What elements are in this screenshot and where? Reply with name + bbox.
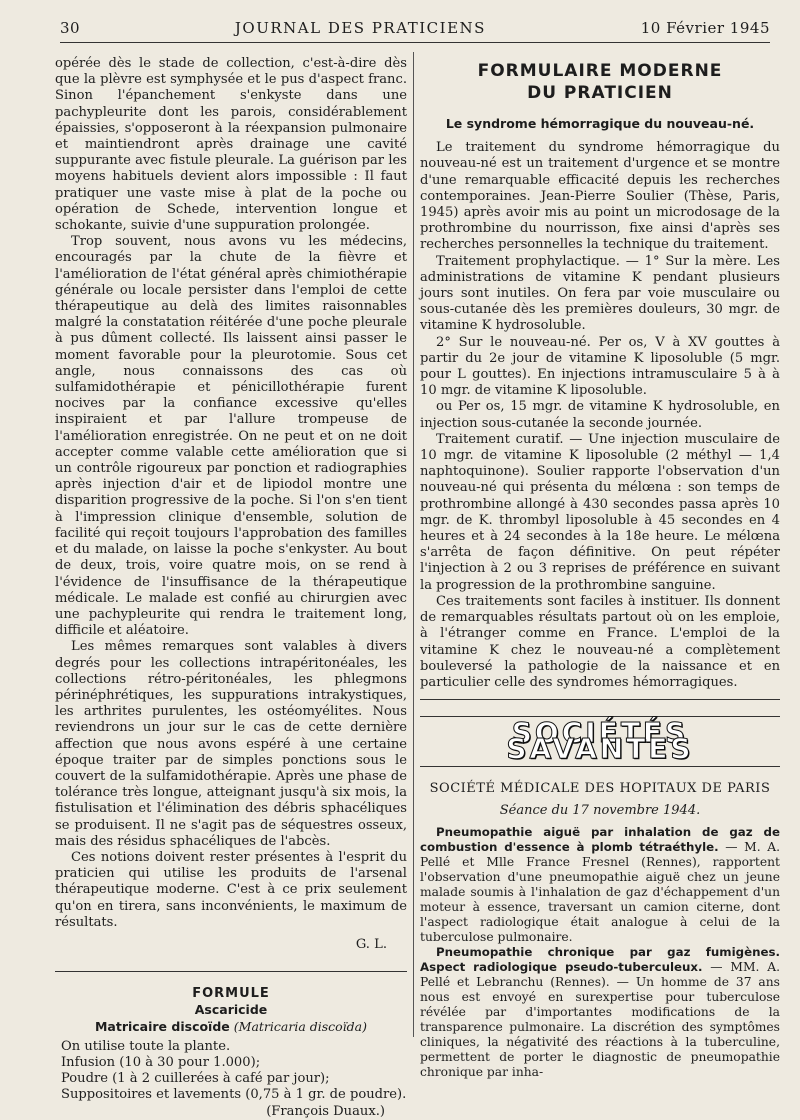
formule-line: On utilise toute la plante. bbox=[61, 1038, 231, 1054]
journal-title: JOURNAL DES PRATICIENS bbox=[234, 19, 486, 37]
formule-line: Suppositoires et lavements (0,75 à 1 gr. de poudre). bbox=[61, 1087, 407, 1103]
formulaire-paragraph: 2° Sur le nouveau-né. Per os, V à XV gouttes à partir du 2e jour de vitamine K liposoluble (5 mgr. pour L gouttes). En injections intramusculaire 5 à à 10 mgr. de vitamine K liposoluble. bbox=[420, 334, 780, 399]
article-signature: G. L. bbox=[355, 936, 387, 952]
seance-date: Séance du 17 novembre 1944. bbox=[499, 802, 701, 818]
page-number: 30 bbox=[60, 19, 81, 37]
communication-item bbox=[420, 945, 780, 1080]
article-paragraph: Les mêmes remarques sont valables à divers degrés pour les collections intrapéritonéales, les collections rétro-péritonéales, les phlegmons périnéphrétiques, les suppurations intrakystiques, les arthrites purulentes, les ostéomyélites. Nous reviendrons un jour sur le cas de cette dernière affection que nous avons espéré à une certaine époque traiter par de simples ponctions sous le couvert de la sulfamidothérapie. Après une phase de tolérance très longue, atteignant jusqu'à six mois, la fistulisation et l'élimination des débris sphacéliques se produisent. Il ne s'agit pas de séquestres osseux, mais des résidus sphacéliques de l'abcès. bbox=[55, 639, 407, 849]
right-column bbox=[420, 56, 780, 1080]
article-paragraph: opérée dès le stade de collection, c'est-à-dire dès que la plèvre est symphysée et le pus d'aspect franc. Sinon l'épanchement s'enkyste dans une pachypleurite dont les parois, considérablement épaissies, s'opposeront à la réexpansion pulmonaire et maintiendront après drainage une cavité suppurante avec fistule pleurale. La guérison par les moyens habituels devient alors impossible : Il faut pratiquer une vaste mise à plat de la poche ou opération de Schede, intervention longue et schokante, suivie d'une suppuration prolongée. bbox=[55, 56, 407, 234]
page-header bbox=[60, 14, 770, 43]
section-rule bbox=[420, 699, 780, 700]
formule-drug: Ascaricide bbox=[194, 1002, 268, 1018]
formulaire-title-line2: DU PRATICIEN bbox=[527, 83, 673, 103]
formule-plant bbox=[55, 1019, 407, 1035]
article-paragraph: Trop souvent, nous avons vu les médecins, encouragés par la chute de la fièvre et l'amélioration de l'état général après chimiothérapie générale ou locale persister dans l'emploi de cette thérapeutique au delà des limites raisonnables malgré la constatation réitérée d'une poche pleurale à pus dûment collecté. Ils laissent ainsi passer le moment favorable pour la pleurotomie. Sous cet angle, nous connaissons des cas où sulfamidothérapie et pénicillothérapie furent nocives par la confiance excessive qu'elles inspiraient et par l'allure trompeuse de l'amélioration enregistrée. On ne peut et on ne doit accepter comme valable cette amélioration que si un contrôle rigoureux par ponction et radiographies après injection d'air et de lipiodol montre une disparition progressive de la poche. Si l'on s'en tient à l'impression clinique d'ensemble, solution de facilité qui reçoit toujours l'approbation des familles et du malade, on laisse la poche s'enkyster. Au bout de deux, trois, voire quatre mois, on se rend à l'évidence de l'insuffisance de la thérapeutique médicale. Le malade est confié au chirurgien avec une pachypleurite qui rendra le traitement long, difficile et aléatoire. bbox=[55, 234, 407, 639]
formule-box bbox=[55, 971, 407, 1120]
formule-author: (François Duaux.) bbox=[266, 1103, 385, 1119]
formule-plant-name: Matricaire discoïde bbox=[94, 1018, 230, 1034]
communications bbox=[420, 825, 780, 1080]
column-divider bbox=[413, 52, 414, 1037]
formule-title: FORMULE bbox=[192, 986, 270, 1002]
formulaire-paragraph: Traitement curatif. — Une injection musculaire de 10 mgr. de vitamine K liposoluble (2 méthyl — 1,4 naphtoquinone). Soulier rapporte l'observation d'un nouveau-né qui présenta du mélœna : son temps de prothrombine allongé à 430 secondes passa après 10 mgr. de K. thrombyl liposoluble à 45 secondes en 4 heures et à 24 secondes à la 18e heure. Le mélœna s'arrêta de façon définitive. On peut répéter l'injection à 2 ou 3 reprises de préférence en suivant la progression de la prothrombine sanguine. bbox=[420, 431, 780, 593]
societes-savantes-title: SOCIÉTÉS SAVANTES bbox=[420, 716, 780, 766]
formulaire-paragraph: Traitement prophylactique. — 1° Sur la mère. Les administrations de vitamine K pendant plusieurs jours sont inutiles. On fera par voie musculaire ou sous-cutanée dès les premières douleurs, 30 mgr. de vitamine K hydrosoluble. bbox=[420, 253, 780, 334]
communication-body: — MM. A. Pellé et Lebranchu (Rennes). — Un homme de 37 ans nous est envoyé en surexpertise pour tuberculose révélée par d'importantes modifications de la transparence pulmonaire. La discrétion des symptômes cliniques, la négativité des réactions à la tuberculine, permettent de porter le diagnostic de pneumopathie chronique par inha- bbox=[420, 959, 780, 1079]
formulaire-title-line1: FORMULAIRE MODERNE bbox=[477, 61, 723, 81]
formulaire-subtitle: Le syndrome hémorragique du nouveau-né. bbox=[445, 116, 755, 131]
formule-line: Poudre (1 à 2 cuillerées à café par jour); bbox=[61, 1071, 330, 1087]
communication-item bbox=[420, 825, 780, 945]
formulaire-paragraph: Le traitement du syndrome hémorragique du nouveau-né est un traitement d'urgence et se montre d'une remarquable efficacité depuis les recherches contemporaines. Jean-Pierre Soulier (Thèse, Paris, 1945) après avoir mis au point un microdosage de la prothrombine du nourrisson, fixe ainsi d'après ses recherches personnelles la technique du traitement. bbox=[420, 140, 780, 253]
issue-date: 10 Février 1945 bbox=[640, 19, 770, 37]
formulaire-paragraph: Ces traitements sont faciles à instituer. Ils donnent de remarquables résultats partout où on les emploie, à l'étranger comme en France. L'emploi de la vitamine K chez le nouveau-né a complètement bouleversé la pathologie de la naissance et en particulier celle des syndromes hémorragiques. bbox=[420, 593, 780, 690]
article-paragraph: Ces notions doivent rester présentes à l'esprit du praticien qui utilise les produits de l'arsenal thérapeutique moderne. C'est à ce prix seulement qu'on en tirera, sans inconvénients, le maximum de résultats. bbox=[55, 849, 407, 930]
communication-body: — M. A. Pellé et Mlle France Fresnel (Rennes), rapportent l'observation d'une pneumopathie aiguë chez un jeune malade soumis à l'inhalation de gaz d'échappement d'un moteur à essence, traversant un camion citerne, dont l'aspect radiologique était analogue à celui de la tuberculose pulmonaire. bbox=[420, 839, 780, 944]
communication-heading: Pneumopathie aiguë par inhalation de gaz de combustion d'essence à plomb tétraéthyle. bbox=[420, 824, 780, 854]
formule-line: Infusion (10 à 30 pour 1.000); bbox=[61, 1054, 261, 1070]
societe-name: SOCIÉTÉ MÉDICALE DES HOPITAUX DE PARIS bbox=[429, 780, 771, 796]
left-column bbox=[55, 56, 407, 1120]
formulaire-title bbox=[420, 60, 780, 104]
communication-heading: Pneumopathie chronique par gaz fumigènes. Aspect radiologique pseudo-tuberculeux. bbox=[420, 944, 780, 974]
formulaire-paragraph: ou Per os, 15 mgr. de vitamine K hydrosoluble, en injection sous-cutanée la seconde journée. bbox=[420, 399, 780, 431]
formule-plant-latin: (Matricaria discoïda) bbox=[233, 1018, 368, 1034]
